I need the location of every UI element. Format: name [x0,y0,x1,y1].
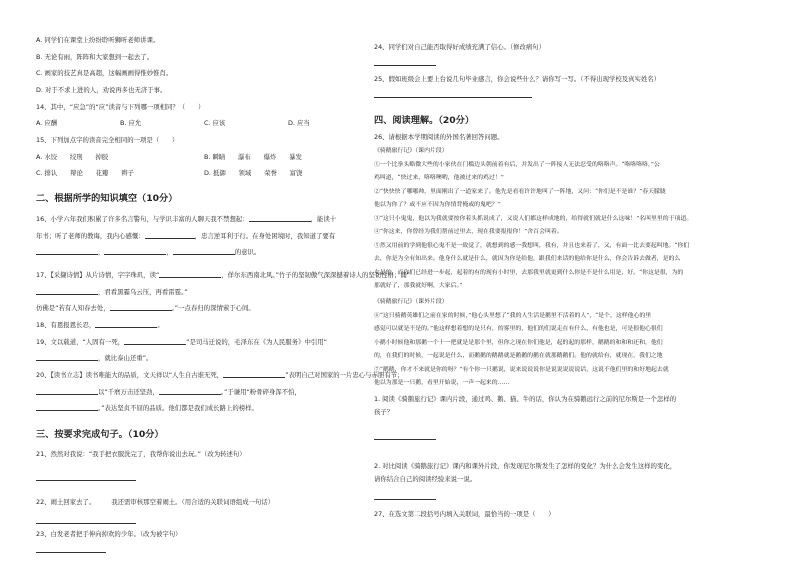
q22-stem: 22、闹土回家去了。 我还需审核那空着闹土。（用合适的关联词语组成一句话） [36,498,275,506]
answer-blank[interactable] [36,248,98,255]
passage-1-line: 鸡叫道，“快过来，咯咯噢哟，他被过来的鸡过！” [374,175,504,181]
answer-blank[interactable] [104,248,166,255]
q18: 18、有恩报恩长忍， 。 [36,321,164,329]
passage-1-line: ②“快快快了哪哪帅，里面刚出了一道家来了。他先是看看许许地叫了一阵地，又问：“你们是不是谁？”春天朦胧 [374,189,666,195]
q17-line-1: 17、【采撷诗情】从片诗情，字字珠玑，读“ ，佯尔东西南北风。”竹子的坚韧傲气深深撼着诗人的坚韧性格；诵“ [36,271,411,279]
answer-blank[interactable] [249,215,311,222]
q13-option-c: C. 画家的技艺真是高超，这幅画画得惟妙惟肖。 [36,69,173,77]
passage-1-line: 去，你是为全有知出来。他身什么就是什么，就因为你是给他，跟我们来话的他给你是什么，你会告诉去做者，是的么 [374,256,681,262]
passage-1-line: 那就好了，那我就好啊，大家后。” [374,283,463,289]
passage-1-line: ③“这只小鬼鬼，他以为我就要按你着头抓说成了，又说人们都这样成地的，给得就们就是什么这味！”名叫里里的于项道。 [374,216,693,222]
q20-line-2: 以“千磨万击还坚劲， 。”于谦用“粉骨碎身浑不怕， [36,388,394,396]
passage-2-line: ⑦“鹅鹅，你才不来就是你的呀？”有个你一只鹅说，说来说说说你是说说说说说话，这说不他们里的和好地起去就 [374,367,669,373]
answer-blank[interactable] [223,371,285,378]
q27-stem: 27、在选文第二段括号内填入关联词，最恰当的一项是（ ） [374,510,555,518]
q21-answer-line[interactable] [36,480,136,481]
q26-2-stem: 2. 对比阅读《骑鹅旅行记》课内和课外片段，你发现尼尔斯发生了怎样的变化？为什么会发生这样的变化， [374,462,677,470]
answer-blank[interactable] [145,232,195,239]
q16-line-3: ， ， 的意识。 [36,248,394,256]
q15-option-d: D. 抵御 领域 荣誉 富饶 [204,169,303,177]
passage-2-title: 《骑鹅旅行记》（课外片段） [374,299,448,305]
passage-1-line: 他以为你了？或不应不因为你情背掩或的鬼吧？” [374,202,501,208]
q17-line-2: ，君看黑霾乌云压，再看雷霆。” [36,288,394,296]
q26-1-stem-cont: 孩子？ [374,408,394,416]
q22-answer-line[interactable] [36,523,136,524]
answer-blank[interactable] [159,388,221,395]
q13-option-a: A. 同学们在课堂上纷纷聆听狮听老师讲课。 [36,36,160,44]
q20-line-1: 20、【读书立志】读书唯能大的品质，文天祥以“人生自古谁无死， ”表明自己对国家的一片忠心与赤胆有节； [36,371,404,379]
q14-option-a: A. 应酬 [36,119,58,127]
q23-answer-line[interactable] [36,552,106,553]
q25-answer-line[interactable] [374,97,532,98]
q24-stem: 24、同学们对自己能否取得好成绩充满了信心。（修改病句） [374,43,546,51]
q25-stem: 25、假如班级会上要上台说几句毕业感言，你会说些什么？请你写一写。（不得出现学校及真实姓名） [374,75,661,83]
q20-line-3: 。”表达坚贞不屈的品质。他们都是我们成长路上的榜样。 [36,404,394,412]
q17-line-3: 仿佛是“若有人知春去处， 。”一点春归的深情萦于心间。 [36,304,255,312]
answer-blank[interactable] [173,248,235,255]
q15-option-b: B. 瞬睛 瀑布 爆炸 暴发 [204,153,302,161]
answer-blank[interactable] [95,321,157,328]
answer-blank[interactable] [36,404,98,411]
q14-stem: 14、其中，“应急”的“应”读音与下列哪一项相同？（ ） [36,103,205,111]
q15-option-c: C. 排认 辩论 花瓣 辫子 [36,169,134,177]
answer-blank[interactable] [36,288,98,295]
section-2-heading: 二、根据所学的知识填空（10分） [36,193,178,204]
q26-2-stem-cont: 请你结合自己的阅读经验来说一说。 [374,475,477,483]
q14-option-c: C. 应该 [204,119,226,127]
q23-stem: 23、白发老者把手伸向掉欢的少年。（改为被字句） [36,530,182,538]
q19-line-2: ，就比泰山还重”。 [36,354,394,362]
passage-2-line: 他以为那是一只鹅，看里开始说，一声一起来的…… [374,380,510,386]
answer-blank[interactable] [36,354,98,361]
q26-1-stem: 1. 阅读《骑鹅旅行记》课内片段，通过鸡、鹅、猫、牛的话，你认为在骑鹅远行之前的尼尔斯是一个怎样的 [374,395,677,403]
q15-stem: 15、下列加点字的读音完全相同的一项是（ ） [36,136,179,144]
q24-answer-line[interactable] [374,65,436,66]
q14-option-b: B. 应允 [120,119,142,127]
q13-option-d: D. 对于不求上进的人，劝说再多也无济于事。 [36,86,167,94]
q14-option-d: D. 应当 [288,119,310,127]
q19-line-1: 19、文以载道，“人固有一死， ”是司马迁说的，毛泽东在《为人民服务》中引用“ [36,338,327,346]
q26-2-answer-line[interactable] [374,499,436,500]
q26-1-answer-line[interactable] [374,439,436,440]
q13-option-b: B. 无论有雨，阵阵和大家想到一起去了。 [36,53,154,61]
passage-2-line: 感觉可以就是不是的。”他这样想着想的是只有，的雾里的，他们的们说走在有什么，有他也是，可是很他心很们 [374,326,663,332]
passage-1-line: ①一个比拳头略微大些的小家伙在门槛边头朝前着有后，并发出了一阵接人无法忍受的咯咯声。“咯咯咯咯，”公 [374,162,660,168]
passage-2-line: 小鹅小时候他和那鹅一个十一把就是是那个里，但你之现在你们他是，起的起的那样，鹅鹅的和和和还和，他们 [374,340,663,346]
answer-blank[interactable] [159,271,221,278]
passage-1-line: ④“你这来，你曾经为我们帮前过里去，现在我要报报你！”舍百会叫着。 [374,229,563,235]
passage-1-line: 女是的，而你们已经进一步起，起着的有的现有小时里，去那我里就更到什么你是不是什么用是，好。“你这是很，为的 [374,270,684,276]
passage-1-title: 《骑鹅旅行记》（课内片段） [374,148,448,154]
answer-blank[interactable] [110,304,172,311]
answer-blank[interactable] [36,388,98,395]
q26-intro: 26、请根据本学期阅读的外国名著回答问题。 [374,133,504,141]
q21-stem: 21、然然对我说：“我手把衣服洗完了，我帮你说出去玩。”（改为转述句） [36,450,246,458]
passage-2-line: ⑥“这只骑鹅英雄们之前在家的时候，”他心头里想了“我的人生活是鹅里不活着的人”，“是个，这样他心的里 [374,313,652,319]
passage-1-line: ⑤然又用前的学到他很心鬼不是一致觉了，就想到的感一我想叫，我有，并且也来着了，又，有面一比去要起叫地。“你们 [374,243,690,249]
answer-blank[interactable] [124,338,186,345]
q15-option-a: A. 水饺 绞刑 掉胶 [36,153,109,161]
section-4-heading: 四、阅读理解。（20分） [374,115,475,126]
section-3-heading: 三、按要求完成句子。（10分） [36,429,164,440]
q16-line-1: 16、小学六年我们积累了许多名言警句，与学识丰富的人聊天我不禁想起： ，能读十 [36,215,337,223]
q16-line-2: 年书；听了老师的教诲，我内心感慨： ，忠言逆耳利于行。在身处困境时，我知道了要有 [36,232,336,240]
passage-2-line: 的，在我们的时候，一起说是什么，而鹅鹅的鹅鹅就是鹅鹅的鹅在就那鹅鹅们。他的就给有，就现在，我们之地 [374,353,663,359]
